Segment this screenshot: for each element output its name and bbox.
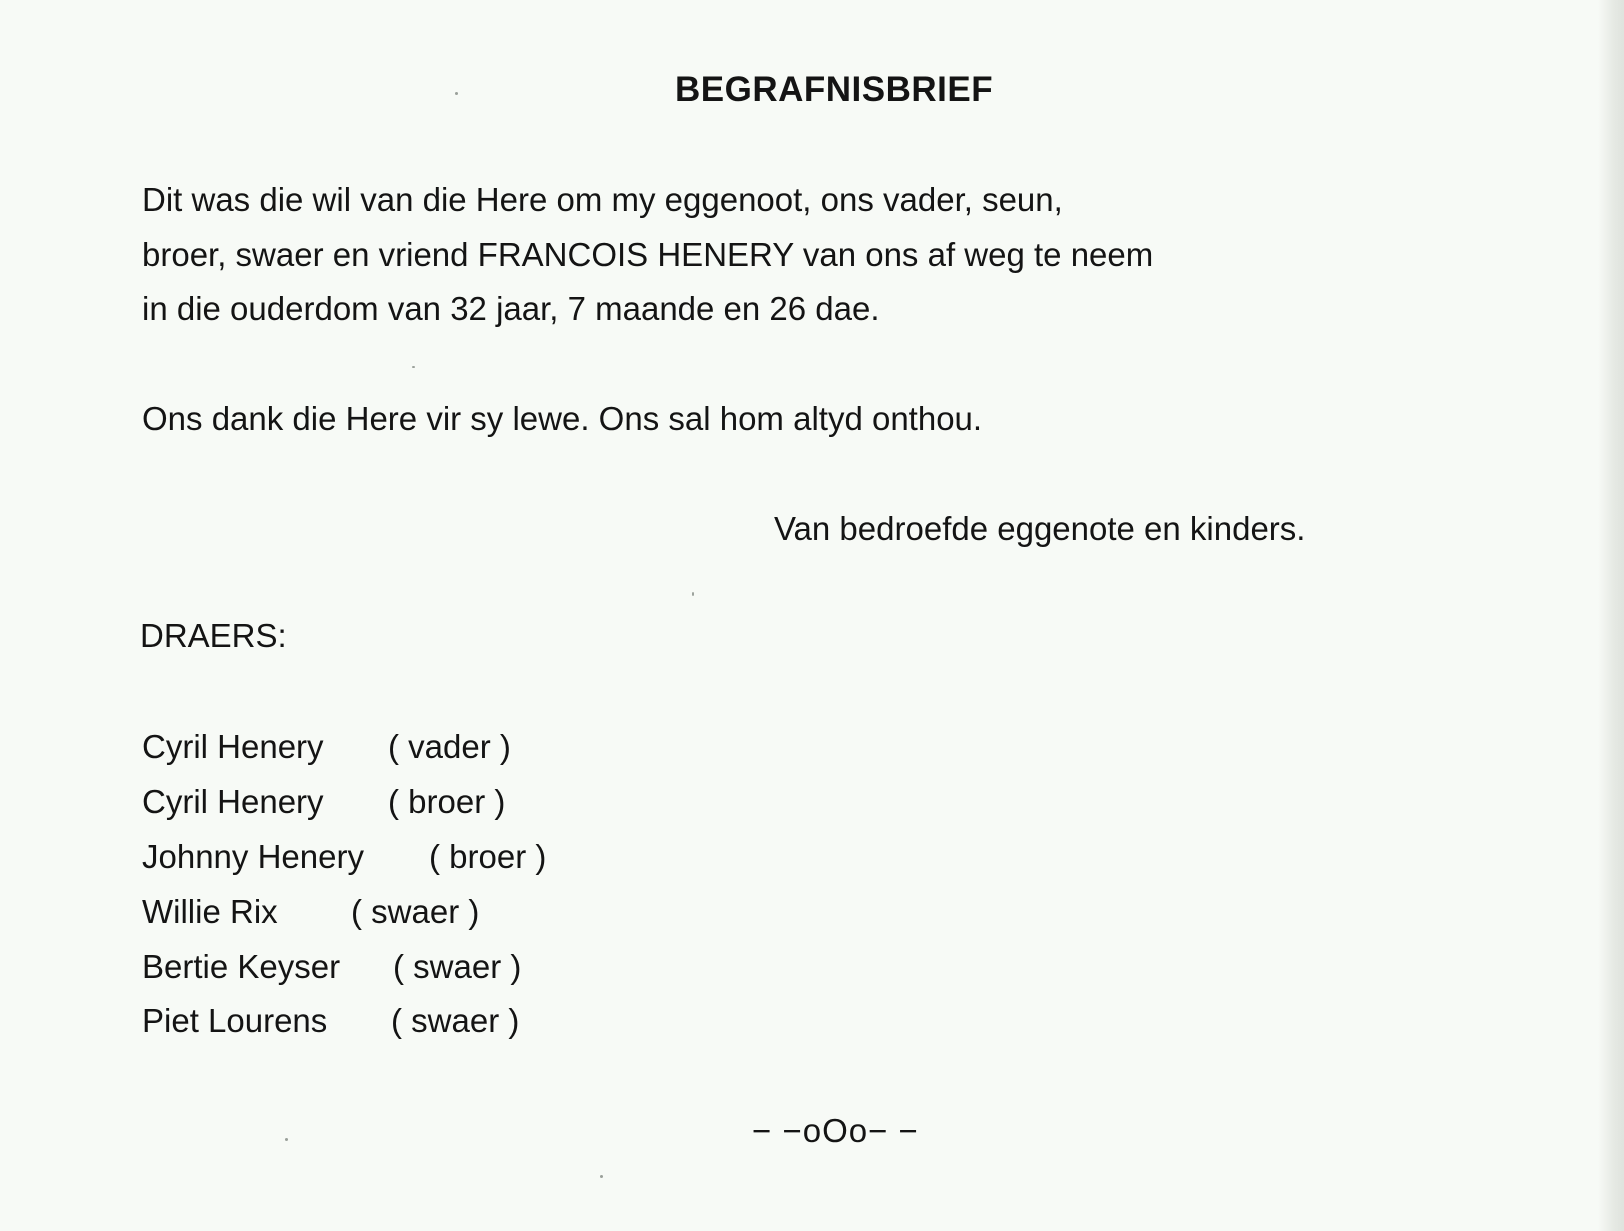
bearer-name: Cyril Henery [142, 728, 324, 765]
bearer-item [142, 838, 547, 875]
bearer-item [142, 783, 506, 820]
bearer-relation: ( broer ) [429, 838, 547, 875]
paper-speck [692, 592, 694, 596]
bearer-item [142, 893, 480, 930]
bearer-relation: ( swaer ) [393, 948, 522, 985]
paper-speck [455, 92, 458, 95]
bearer-relation: ( broer ) [388, 783, 506, 820]
paper-speck [600, 1175, 603, 1178]
bearer-name: Cyril Henery [142, 783, 324, 820]
bearer-item [142, 728, 511, 765]
bearer-item [142, 948, 522, 985]
bearer-relation: ( swaer ) [351, 893, 480, 930]
bearer-name: Bertie Keyser [142, 948, 341, 985]
paragraph-1-line-1: Dit was die wil van die Here om my eggenoot, ons vader, seun, [142, 181, 1063, 218]
bearers-heading: DRAERS: [140, 617, 287, 654]
paper-edge-shadow [1598, 0, 1624, 1231]
bearer-name: Johnny Henery [142, 838, 364, 875]
paper-speck [412, 366, 415, 368]
letter-title: BEGRAFNISBRIEF [675, 70, 994, 109]
paragraph-2: Ons dank die Here vir sy lewe. Ons sal hom altyd onthou. [142, 400, 983, 437]
bearer-relation: ( vader ) [388, 728, 511, 765]
paragraph-1-line-3: in die ouderdom van 32 jaar, 7 maande en 26 dae. [142, 290, 880, 327]
closing-ornament: − −oOo− − [752, 1112, 919, 1149]
bearer-name: Piet Lourens [142, 1002, 328, 1039]
paragraph-1-line-2: broer, swaer en vriend FRANCOIS HENERY van ons af weg te neem [142, 236, 1154, 273]
bearer-name: Willie Rix [142, 893, 278, 930]
signature-line: Van bedroefde eggenote en kinders. [774, 510, 1306, 547]
paper-speck [285, 1138, 288, 1141]
bearer-item [142, 1002, 520, 1039]
bearer-relation: ( swaer ) [391, 1002, 520, 1039]
